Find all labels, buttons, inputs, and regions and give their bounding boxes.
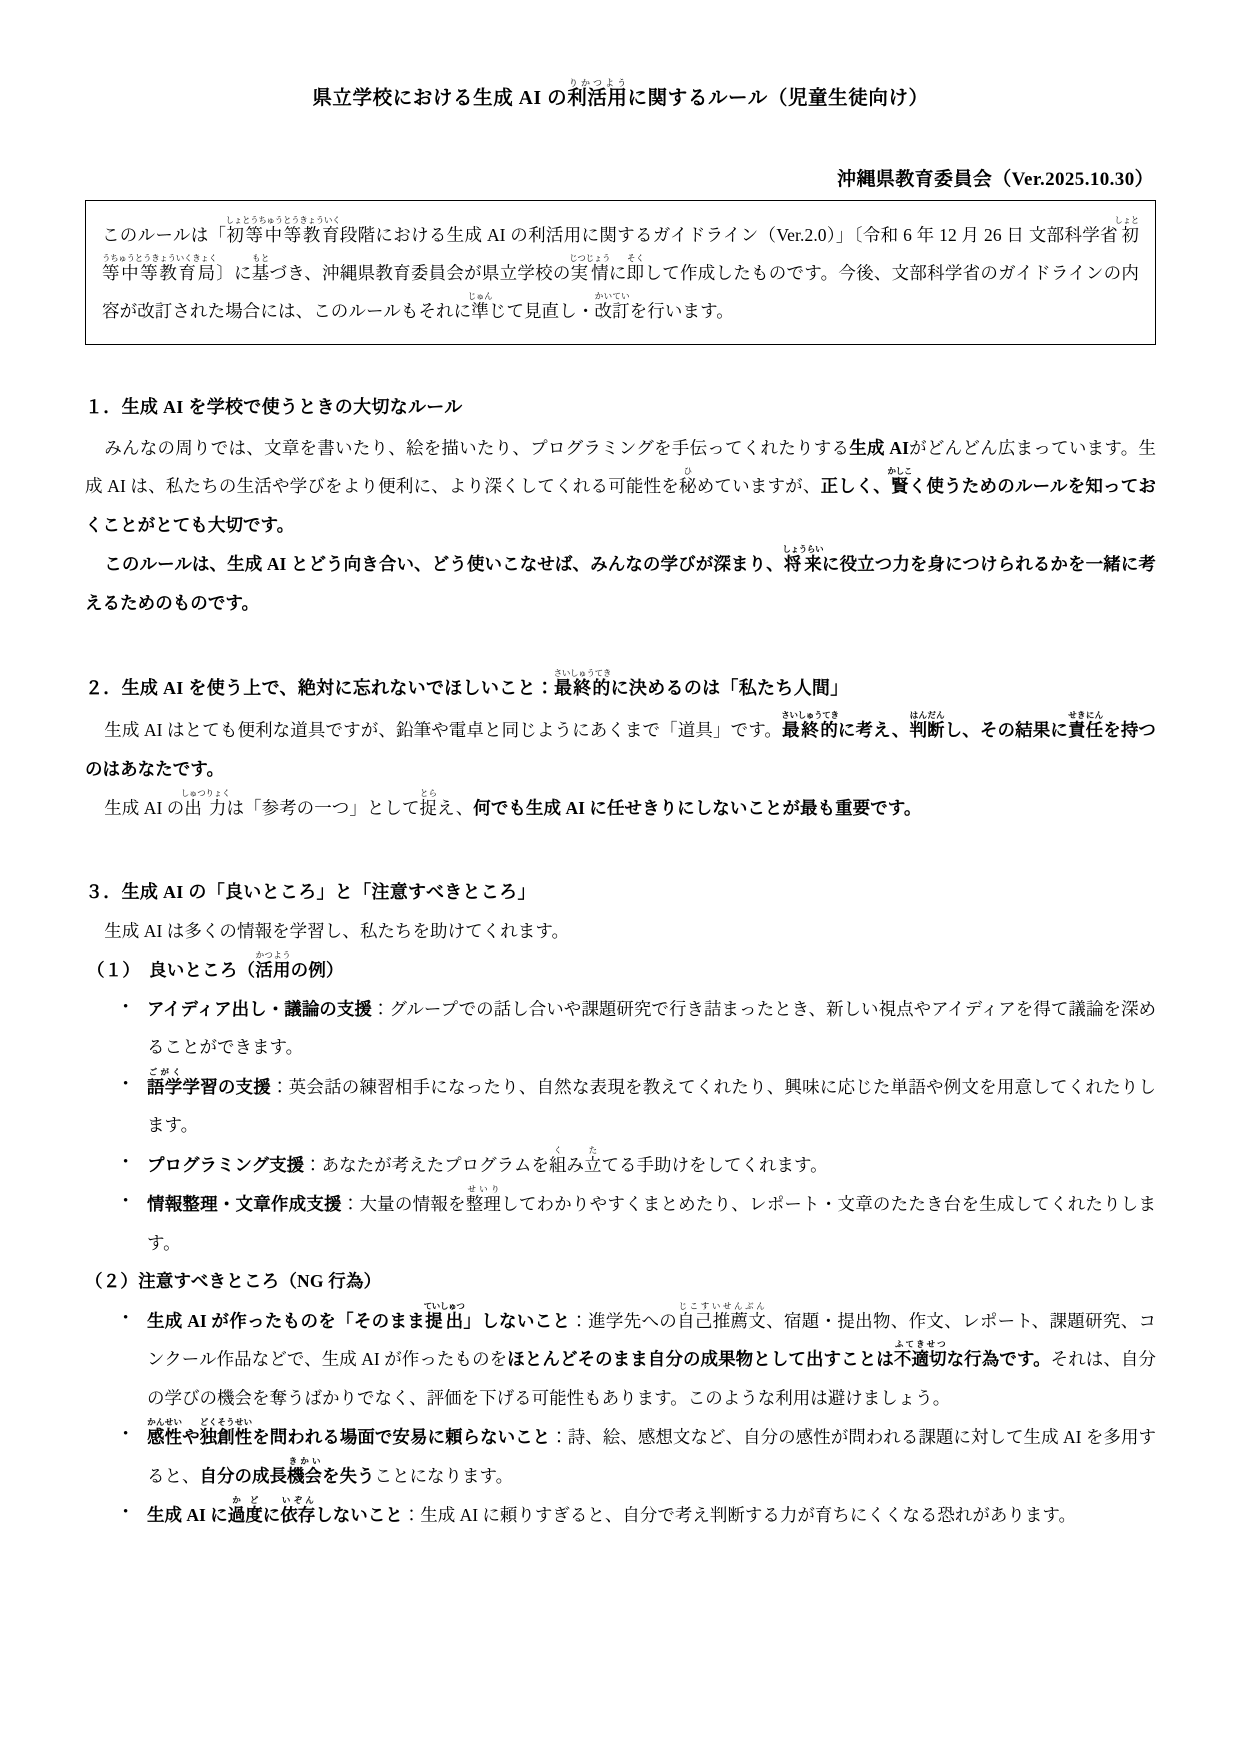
section-3-heading: ３．生成 AI の「良いところ」と「注意すべきところ」 — [85, 881, 536, 902]
list-item — [85, 1067, 1156, 1145]
s2p1-ruby3-text: せきにん — [1067, 710, 1104, 721]
intro-ruby-jitsujou — [569, 253, 611, 284]
ng0-ruby2-base: 不適切 — [893, 1349, 947, 1370]
gp2-ruby-ku — [548, 1144, 567, 1175]
intro-ruby-jun — [467, 291, 493, 322]
s3sub1-ruby-text: かつよう — [255, 950, 291, 961]
s1-ruby-hi-text: ひ — [678, 466, 697, 477]
ng2-bold-c: しないこと — [315, 1505, 403, 1526]
gp1-rest: ：英会話の練習相手になったり、自然な表現を教えてくれたり、興味に応じた単語や例文を用意してくれたりします。 — [147, 1076, 1157, 1136]
gp2-bold: プログラミング支援 — [147, 1154, 305, 1175]
s3-ruby-katsuyou — [255, 950, 291, 981]
s1p1-bold-pre: 正しく、 — [820, 476, 891, 497]
ng2-ruby-izon — [280, 1495, 316, 1526]
s2p2-bold: 何でも生成 AI に任せきりにしないことが最も重要です。 — [473, 798, 922, 819]
list-item — [85, 1301, 1156, 1418]
list-item — [85, 990, 1156, 1067]
ng1-bold — [147, 1417, 551, 1448]
ng2-bold — [147, 1495, 403, 1526]
s2p1-ruby3-base: 責任 — [1067, 720, 1104, 741]
gp2-ruby2-text: た — [583, 1144, 602, 1155]
s1p1-bold-seiseiai: 生成 AI — [849, 437, 909, 458]
page-title — [85, 78, 1156, 114]
s1-ruby-shourai-base: 将来 — [782, 554, 824, 575]
s2h-b: に決めるのは「私たち人間」 — [610, 678, 849, 699]
list-item — [85, 1184, 1156, 1262]
gp3-bold: 情報整理・文章作成支援 — [147, 1194, 342, 1215]
intro-ruby-soku — [626, 253, 645, 284]
section-1-paragraph-1 — [85, 429, 1156, 545]
s1-ruby-hi-base: 秘 — [678, 476, 697, 497]
intro-seg2: 段階における生成 AI の利活用に関するガイドライン（Ver.2.0）」〔令和 6 年 12 月 26 日 文部科学省 — [339, 225, 1118, 246]
intro-ruby7-base: 改訂 — [594, 301, 630, 322]
gp1-ruby-gogaku — [147, 1066, 183, 1097]
s2p1-ruby2-base: 判断 — [909, 720, 945, 741]
s2h-ruby-base: 最終的 — [553, 678, 612, 699]
gp3-ruby-base: 整理 — [465, 1194, 502, 1215]
ng2-bold-a: 生成 AI に — [147, 1505, 228, 1526]
intro-ruby3-base: 基 — [251, 263, 270, 284]
title-ruby-riokatsuyou — [567, 78, 628, 109]
section-3 — [85, 874, 1156, 1535]
ng0-ruby-base: 提出 — [423, 1310, 465, 1331]
intro-seg7: じて見直し・ — [488, 301, 595, 322]
s1p1-bold-post: く使うためのルールを知っておくことがとても大切です。 — [85, 476, 1156, 535]
gp1-ruby-text: ごがく — [147, 1066, 183, 1077]
gp3-rest-b: してわかりやすくまとめたり、レポート・文章のたたき台を生成してくれたりします。 — [147, 1194, 1157, 1253]
intro-seg3: 〕に — [216, 263, 252, 284]
intro-ruby1-base: 初等中等教育 — [225, 225, 341, 246]
s2-ruby-saishuuteki — [781, 710, 839, 741]
section-1-heading: １．生成 AI を学校で使うときの大切なルール — [85, 396, 463, 417]
ng-points-list — [85, 1301, 1156, 1535]
intro-ruby6-text: じゅん — [467, 291, 493, 302]
ng1-ruby3-text: きかい — [287, 1455, 322, 1466]
spacer-2 — [85, 854, 1156, 874]
gp3-ruby-text: せいり — [465, 1184, 501, 1195]
s1-ruby-kashiko-base: 賢 — [887, 476, 913, 497]
intro-seg1: このルールは「 — [102, 225, 227, 246]
s2p1-d: を持つのはあなたです。 — [85, 720, 1156, 779]
s1-ruby-kashiko — [887, 466, 913, 497]
s2p2-ruby2-base: 捉 — [419, 798, 438, 819]
s1p1-d: めていますが、 — [696, 476, 821, 497]
s2p2-b: は「参考の一つ」として — [226, 798, 420, 819]
ng1-bold-b: を問われる場面で安易に頼らないこと — [252, 1427, 551, 1448]
ng1-rest-bold2: を失う — [322, 1465, 375, 1486]
ng1-ruby-dokusousei — [199, 1417, 253, 1448]
ng0-rest-c: それは、自分の学びの機会を奪うばかりでなく、評価を下げる可能性もあります。このような利用は避けましょう。 — [147, 1349, 1157, 1408]
title-ruby-base: 利活用 — [567, 88, 628, 109]
ng0-rest-bold — [507, 1339, 1051, 1370]
ng0-ruby2-text: ふてきせつ — [893, 1339, 947, 1350]
intro-ruby5-base: 即 — [626, 263, 645, 284]
section-2-paragraph-2 — [85, 788, 1156, 828]
intro-ruby7-text: かいてい — [594, 291, 630, 302]
s3sub1-b: の例） — [290, 960, 344, 981]
ng0-ruby1-base: 自己推薦文 — [677, 1310, 767, 1331]
ng2-bold-b: に — [262, 1505, 281, 1526]
intro-ruby2-text: しょとうちゅうとうきょういくきょく — [102, 215, 1139, 264]
good-points-list — [85, 990, 1156, 1263]
ng2-ruby2-text: いぞん — [280, 1495, 316, 1506]
ng0-ruby-jikosuisenbun — [677, 1300, 767, 1331]
section-3-sub-2-heading: （２）注意すべきところ（NG 行為） — [85, 1271, 382, 1292]
gp2-ruby-ta — [583, 1144, 602, 1175]
intro-seg5: に — [608, 263, 627, 284]
ng1-rest-a: ：詩、絵、感想文など、自分の感性が問われる課題に対して生成 AI を多用すると、 — [147, 1427, 1156, 1486]
s1p1-a: みんなの周りでは、文章を書いたり、絵を描いたり、プログラミングを手伝ってくれたりする — [104, 437, 850, 458]
ng2-ruby1-text: かど — [227, 1495, 263, 1506]
ng0-ruby1-text: じこすいせんぶん — [677, 1300, 766, 1311]
ng2-rest: ：生成 AI に頼りすぎると、自分で考え判断する力が育ちにくくなる恐れがあります。 — [402, 1505, 1077, 1526]
intro-ruby-kaitei — [594, 291, 630, 322]
s2-ruby-shutsuryoku — [180, 788, 231, 819]
s1p1-c: がどんどん広まっています。生成 AI は、私たちの生活や学びをより便利に、より深くしてくれる可能性を — [85, 437, 1156, 497]
section-2 — [85, 668, 1156, 828]
intro-ruby6-base: 準 — [467, 301, 493, 322]
s3sub1-ruby-base: 活用 — [255, 960, 291, 981]
s3sub1-a: （１） 良いところ（ — [87, 960, 256, 981]
ng1-rest-bold — [199, 1455, 375, 1486]
ng0-rest-bold-text: ほとんどそのまま自分の成果物として出すことは — [507, 1349, 894, 1370]
gp1-ruby-base: 語学 — [147, 1076, 183, 1097]
section-2-paragraph-1 — [85, 710, 1156, 788]
ng1-bold-a: や — [182, 1427, 200, 1448]
ng1-ruby1-text: かんせい — [147, 1417, 183, 1428]
intro-ruby5-text: そく — [626, 253, 645, 264]
intro-ruby-shoutouchuutou — [225, 215, 341, 246]
ng2-ruby1-base: 過度 — [227, 1505, 263, 1526]
gp1-bold — [147, 1066, 271, 1097]
spacer-1 — [85, 648, 1156, 668]
title-prefix: 県立学校における生成 AI の — [312, 88, 568, 109]
intro-ruby-moto — [251, 253, 270, 284]
section-2-heading — [85, 668, 1156, 706]
gp3-ruby-seiri — [465, 1184, 502, 1215]
s2p2-a: 生成 AI の — [104, 798, 185, 819]
gp0-rest: ：グループでの話し合いや課題研究で行き詰まったとき、新しい視点やアイディアを得て議論を深めることができます。 — [147, 998, 1156, 1058]
gp3-rest-a: ：大量の情報を — [341, 1194, 466, 1215]
s2p2-ruby-base: 出力 — [180, 798, 230, 819]
ng0-rest-b: 、宿題・提出物、作文、レポート、課題研究、コンクール作品などで、生成 AI が作ったものを — [147, 1310, 1157, 1370]
s2p1-ruby-text: さいしゅうてき — [781, 710, 839, 721]
title-suffix: に関するルール（児童生徒向け） — [627, 88, 929, 109]
s2-ruby-handan — [909, 710, 945, 741]
intro-ruby1-text: しょとうちゅうとうきょういく — [225, 215, 341, 226]
ng1-ruby2-base: 独創性 — [199, 1427, 253, 1448]
s1-ruby-shourai — [782, 544, 824, 575]
ng0-ruby-teishutsu — [423, 1300, 465, 1331]
ng1-ruby2-text: どくそうせい — [199, 1417, 253, 1428]
s1-ruby-shourai-text: しょうらい — [782, 544, 824, 555]
ng1-ruby1-base: 感性 — [147, 1427, 183, 1448]
s2p1-a: 生成 AI はとても便利な道具ですが、鉛筆や電卓と同じようにあくまで「道具」です。 — [104, 720, 783, 741]
s2-heading-ruby-saishuuteki — [553, 668, 612, 699]
intro-box — [85, 200, 1156, 344]
gp2-ruby2-base: 立 — [583, 1154, 602, 1175]
ng0-bold-b: 」しないこと — [463, 1310, 571, 1331]
s1-ruby-kashiko-text: かしこ — [887, 466, 913, 477]
section-3-lead: 生成 AI は多くの情報を学習し、私たちを助けてくれます。 — [104, 920, 570, 941]
list-item — [85, 1417, 1156, 1495]
gp2-rest-c: てる手助けをしてくれます。 — [601, 1154, 828, 1175]
s1-ruby-hi — [678, 466, 697, 497]
gp2-rest-a: ：あなたが考えたプログラムを — [304, 1154, 549, 1175]
intro-ruby4-text: じつじょう — [569, 253, 611, 264]
s2-ruby-sekinin — [1067, 710, 1104, 741]
list-item — [85, 1145, 1156, 1185]
ng0-ruby-futekisetsu — [893, 1339, 947, 1370]
gp2-ruby1-text: く — [548, 1144, 567, 1155]
ng1-rest-b: ことになります。 — [374, 1465, 514, 1486]
s2p2-ruby2-text: とら — [419, 788, 438, 799]
section-1 — [85, 389, 1156, 623]
s2h-ruby-text: さいしゅうてき — [553, 668, 612, 679]
section-1-paragraph-2 — [85, 544, 1156, 622]
issuer-and-version: 沖縄県教育委員会（Ver.2025.10.30） — [837, 169, 1154, 191]
intro-ruby2-base: 初等中等教育局 — [102, 225, 1139, 284]
s2h-a: ２．生成 AI を使う上で、絶対に忘れないでほしいこと： — [85, 678, 555, 699]
ng0-rest-a: ：進学先への — [570, 1310, 678, 1331]
ng0-bold-a: 生成 AI が作ったものを「そのまま — [147, 1310, 426, 1331]
ng0-bold — [147, 1300, 571, 1331]
s2-ruby-tora — [419, 788, 438, 819]
intro-seg8: を行います。 — [629, 301, 734, 322]
title-ruby-text: りかつよう — [567, 78, 628, 88]
ng1-ruby-kansei — [147, 1417, 183, 1448]
gp0-bold: アイディア出し・議論の支援 — [147, 998, 372, 1019]
intro-ruby4-base: 実情 — [569, 263, 611, 284]
ng1-ruby3-base: 機会 — [287, 1465, 322, 1486]
gp2-rest-b: み — [566, 1154, 584, 1175]
ng0-ruby-text: ていしゅつ — [423, 1300, 465, 1311]
gp2-ruby1-base: 組 — [548, 1154, 567, 1175]
s1p2-a: このルールは、生成 AI とどう向き合い、どう使いこなせば、みんなの学びが深まり、 — [104, 554, 784, 575]
intro-seg4: づき、沖縄県教育委員会が県立学校の — [269, 263, 571, 284]
list-item — [85, 1495, 1156, 1535]
intro-paragraph — [102, 215, 1139, 330]
gp1-bold-rest: 学習の支援 — [182, 1076, 271, 1097]
s2p2-c: え、 — [437, 798, 474, 819]
s2p1-ruby-base: 最終的 — [781, 720, 839, 741]
intro-ruby3-text: もと — [251, 253, 270, 264]
s2p1-b: に考え、 — [837, 720, 910, 741]
s2p2-ruby-text: しゅつりょく — [180, 788, 231, 799]
s2p1-c: し、その結果に — [944, 720, 1068, 741]
s2p1-ruby2-text: はんだん — [909, 710, 945, 721]
section-3-sub-1-heading — [85, 950, 1156, 990]
ng2-ruby-kado — [227, 1495, 263, 1526]
ng1-rest-bold-text: 自分の成長 — [199, 1465, 287, 1486]
ng2-ruby2-base: 依存 — [280, 1505, 316, 1526]
intro-seg6: して作成したものです。今後、文部科学省のガイドラインの内容が改訂された場合には、このルールもそれに — [102, 263, 1139, 322]
s1p2-b: に役立つ力を身につけられるかを一緒に考えるためのものです。 — [85, 554, 1156, 613]
ng1-ruby-kikai — [287, 1455, 322, 1486]
ng0-rest-bold2: な行為です。 — [946, 1349, 1051, 1370]
